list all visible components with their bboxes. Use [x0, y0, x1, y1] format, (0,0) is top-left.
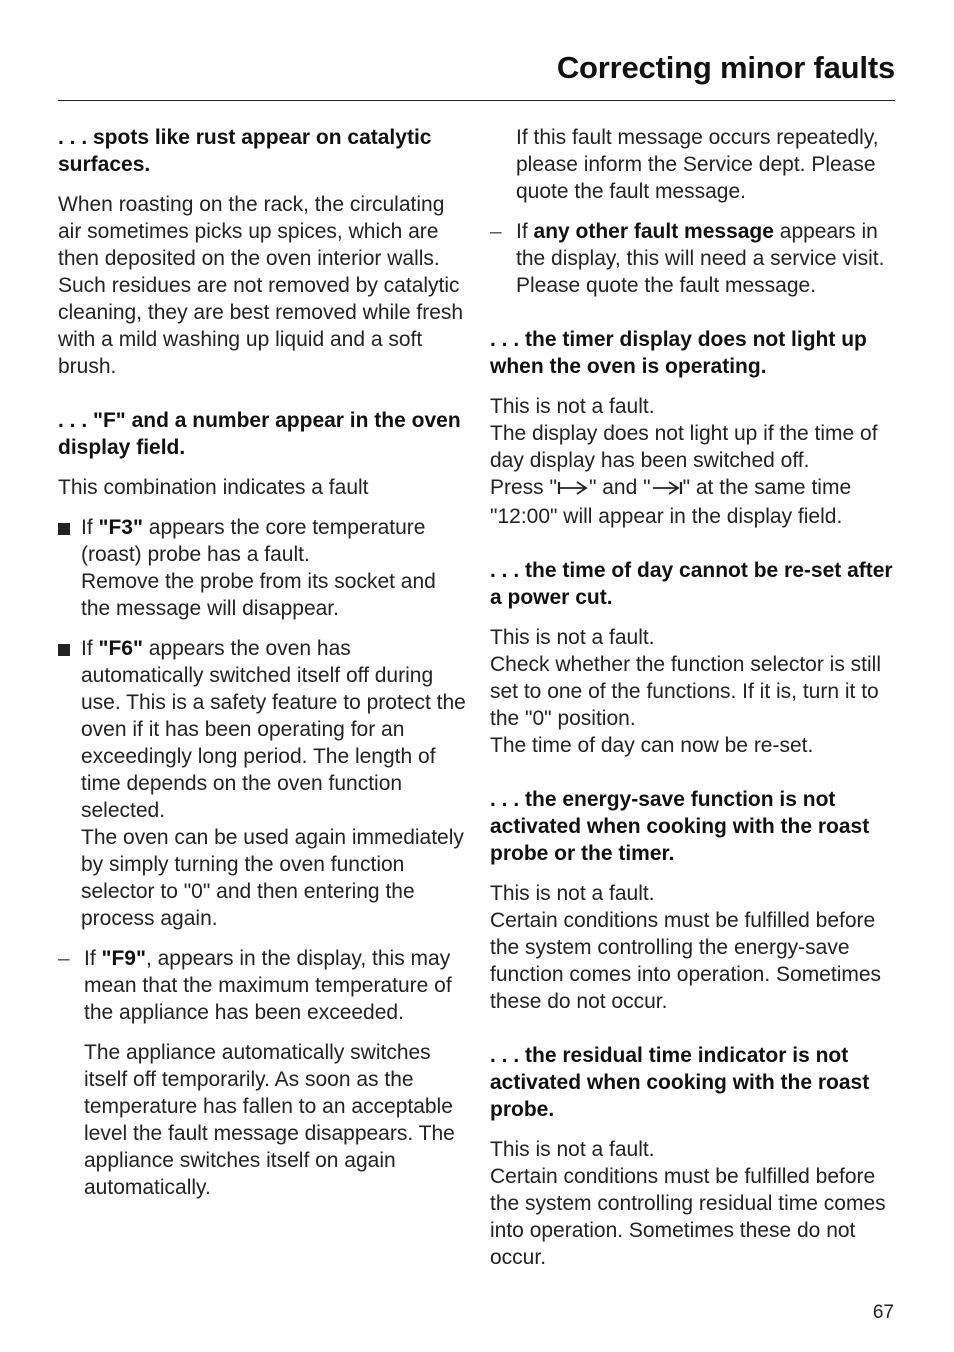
- section-heading: . . . "F" and a number appear in the oven display field.: [58, 409, 461, 459]
- fault-code: "F6": [98, 637, 143, 660]
- section-body: When roasting on the rack, the circulating air sometimes picks up spices, which are then deposited on the oven interior walls. Such residues are not removed by catalytic cleaning, they are best removed while fresh with a mild washing up liquid and a soft brush.: [58, 193, 464, 378]
- list-item-f9: [58, 945, 466, 1026]
- item-text: If "F3" appears the core temperature (roast) probe has a fault. Remove the probe from its socket and the message will disappear.: [81, 516, 436, 620]
- item-text: If "F9", appears in the display, this may mean that the maximum temperature of the appliance has been exceeded.: [84, 947, 452, 1024]
- list-item-f6: [58, 635, 466, 932]
- dash-bullet-icon: –: [490, 220, 502, 243]
- arrow-end-key-icon: [651, 476, 683, 503]
- bullet-square-icon: [58, 523, 70, 535]
- section-body: This is not a fault. Check whether the function selector is still set to one of the functions. If it is, turn it to the "0" position. The time of day can now be re-set.: [490, 626, 882, 757]
- bullet-square-icon: [58, 644, 70, 656]
- left-column: [58, 124, 466, 1228]
- section-timer-display: [490, 326, 898, 530]
- section-body: This is not a fault. Certain conditions must be fulfilled before the system controlling residual time comes into operation. Sometimes these do not occur.: [490, 1138, 886, 1269]
- right-column: [490, 124, 898, 1298]
- section-heading: . . . the residual time indicator is not activated when cooking with the roast probe.: [490, 1044, 870, 1121]
- page-title: Correcting minor faults: [556, 50, 895, 85]
- dash-bullet-icon: –: [58, 947, 70, 970]
- page-number: 67: [872, 1302, 894, 1323]
- list-item-f3: [58, 514, 466, 622]
- fault-code: "F3": [98, 516, 143, 539]
- item-text: If any other fault message appears in the display, this will need a service visit. Please quote the fault message.: [516, 220, 885, 297]
- fault-code: "F9": [101, 947, 146, 970]
- section-fault-continued: [490, 124, 898, 299]
- section-heading: . . . the energy-save function is not activated when cooking with the roast probe or the timer.: [490, 788, 870, 865]
- section-body: This is not a fault. The display does not light up if the time of day display has been switched off. Press " " and " " at the same time "12:00" will appear in the display field.: [490, 395, 878, 528]
- section-time-of-day: [490, 557, 898, 759]
- section-heading: . . . the timer display does not light up when the oven is operating.: [490, 328, 867, 378]
- list-item-other-fault: [490, 218, 898, 299]
- f9-continuation: The appliance automatically switches itself off temporarily. As soon as the temperature has fallen to an acceptable level the fault message disappears. The appliance switches itself on again automatically.: [84, 1041, 455, 1199]
- bold-phrase: any other fault message: [533, 220, 774, 243]
- section-f-codes: [58, 407, 466, 1201]
- arrow-start-key-icon: [557, 476, 589, 503]
- section-energy-save: [490, 786, 898, 1015]
- header-rule: [58, 100, 895, 101]
- section-heading: . . . the time of day cannot be re-set after a power cut.: [490, 559, 893, 609]
- item-text: If "F6" appears the oven has automatically switched itself off during use. This is a safety feature to protect the oven if it has been operating for an exceedingly long period. The length of time depends on the oven function selected. The oven can be used again immediately by simply turning the oven function selector to "0" and then entering the process again.: [81, 637, 466, 930]
- section-residual-time: [490, 1042, 898, 1271]
- section-heading: . . . spots like rust appear on catalytic surfaces.: [58, 126, 432, 176]
- continued-text: If this fault message occurs repeatedly, please inform the Service dept. Please quote the fault message.: [516, 126, 879, 203]
- section-body: This is not a fault. Certain conditions must be fulfilled before the system controlling the energy-save function comes into operation. Sometimes these do not occur.: [490, 882, 882, 1013]
- section-intro: This combination indicates a fault: [58, 476, 369, 499]
- section-rust-spots: [58, 124, 466, 380]
